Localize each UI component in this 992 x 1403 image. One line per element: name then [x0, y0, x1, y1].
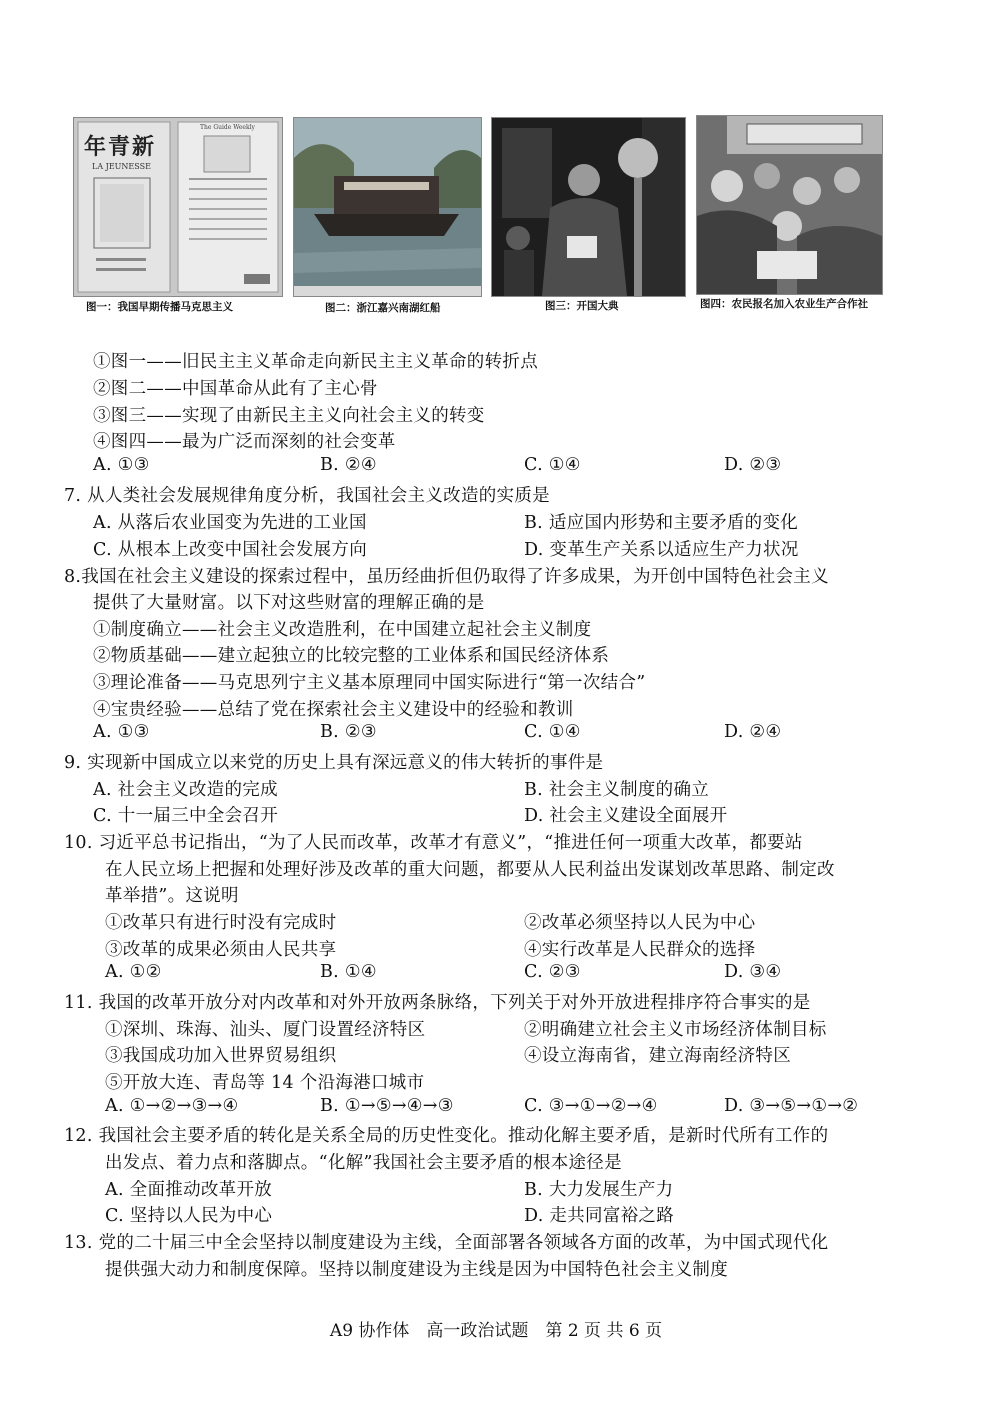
q6-item-3: ③图三——实现了由新民主主义向社会主义的转变 [93, 406, 485, 426]
q8-stem-1: 8.我国在社会主义建设的探索过程中，虽历经曲折但仍取得了许多成果，为开创中国特色社会主义 [64, 567, 829, 587]
q10-option-b: B. ①④ [320, 962, 377, 982]
q8-option-b: B. ②③ [320, 722, 377, 742]
q11-item-2: ②明确建立社会主义市场经济体制目标 [524, 1020, 827, 1040]
q7-option-b: B. 适应国内形势和主要矛盾的变化 [524, 513, 799, 533]
q11-item-3: ③我国成功加入世界贸易组织 [105, 1046, 337, 1066]
magazine-title: 年青新 [84, 134, 157, 160]
q6-option-a: A. ①③ [93, 455, 150, 475]
q10-option-c: C. ②③ [524, 962, 581, 982]
q11-item-5: ⑤开放大连、青岛等 14 个沿海港口城市 [105, 1073, 425, 1093]
q13-stem-2: 提供强大动力和制度保障。坚持以制度建设为主线是因为中国特色社会主义制度 [105, 1260, 728, 1280]
q10-item-4: ④实行改革是人民群众的选择 [524, 940, 756, 960]
q10-stem-1: 10. 习近平总书记指出，“为了人民而改革，改革才有意义”，“推进任何一项重大改革，都要站 [64, 833, 803, 853]
q12-stem-2: 出发点、着力点和落脚点。“化解”我国社会主要矛盾的根本途径是 [105, 1153, 622, 1173]
q6-item-2: ②图二——中国革命从此有了主心骨 [93, 379, 378, 399]
q7-option-c: C. 从根本上改变中国社会发展方向 [93, 540, 367, 560]
q9-option-a: A. 社会主义改造的完成 [93, 780, 278, 800]
q9-stem: 9. 实现新中国成立以来党的历史上具有深远意义的伟大转折的事件是 [64, 753, 604, 773]
q10-stem-3: 革举措”。这说明 [105, 886, 239, 906]
q10-item-1: ①改革只有进行时没有完成时 [105, 913, 337, 933]
q13-stem-1: 13. 党的二十届三中全会坚持以制度建设为主线，全面部署各领域各方面的改革，为中国式现代化 [64, 1233, 829, 1253]
q11-option-a: A. ①→②→③→④ [105, 1096, 239, 1116]
q8-item-4: ④宝贵经验——总结了党在探索社会主义建设中的经验和教训 [93, 700, 574, 720]
q11-item-1: ①深圳、珠海、汕头、厦门设置经济特区 [105, 1020, 426, 1040]
q8-option-a: A. ①③ [93, 722, 150, 742]
q6-option-c: C. ①④ [524, 455, 581, 475]
q8-item-3: ③理论准备——马克思列宁主义基本原理同中国实际进行“第一次结合” [93, 673, 646, 693]
q10-item-3: ③改革的成果必须由人民共享 [105, 940, 337, 960]
figure-1-caption: 图一：我国早期传播马克思主义 [86, 301, 233, 313]
magazine-latin-title: LA JEUNESSE [92, 162, 151, 171]
q7-stem: 7. 从人类社会发展规律角度分析，我国社会主义改造的实质是 [64, 486, 550, 506]
q11-option-b: B. ①→⑤→④→③ [320, 1096, 454, 1116]
q6-option-d: D. ②③ [724, 455, 782, 475]
q10-stem-2: 在人民立场上把握和处理好涉及改革的重大问题，都要从人民利益出发谋划改革思路、制定改 [105, 860, 835, 880]
q12-stem-1: 12. 我国社会主要矛盾的转化是关系全局的历史性变化。推动化解主要矛盾，是新时代所有工作的 [64, 1126, 829, 1146]
q7-option-a: A. 从落后农业国变为先进的工业国 [93, 513, 367, 533]
q11-stem: 11. 我国的改革开放分对内改革和对外开放两条脉络，下列关于对外开放进程排序符合事实的是 [64, 993, 811, 1013]
q9-option-d: D. 社会主义建设全面展开 [524, 806, 728, 826]
q10-option-d: D. ③④ [724, 962, 782, 982]
q11-option-c: C. ③→①→②→④ [524, 1096, 658, 1116]
q12-option-d: D. 走共同富裕之路 [524, 1206, 675, 1226]
q11-item-4: ④设立海南省，建立海南经济特区 [524, 1046, 791, 1066]
q12-option-c: C. 坚持以人民为中心 [105, 1206, 273, 1226]
figure-3-caption: 图三：开国大典 [545, 300, 619, 312]
q8-option-c: C. ①④ [524, 722, 581, 742]
figure-1-image [73, 117, 283, 297]
figure-2-caption: 图二：浙江嘉兴南湖红船 [325, 302, 441, 314]
red-boat-illustration [294, 118, 481, 296]
q8-item-1: ①制度确立——社会主义改造胜利，在中国建立起社会主义制度 [93, 620, 592, 640]
q10-option-a: A. ①② [105, 962, 162, 982]
farmers-cooperative-illustration [697, 116, 882, 294]
q8-option-d: D. ②④ [724, 722, 782, 742]
q6-item-1: ①图一——旧民主主义革命走向新民主主义革命的转折点 [93, 352, 538, 372]
q12-option-b: B. 大力发展生产力 [524, 1180, 674, 1200]
figure-2-image [293, 117, 482, 297]
q9-option-b: B. 社会主义制度的确立 [524, 780, 710, 800]
founding-ceremony-illustration [492, 118, 685, 296]
weekly-title: The Guide Weekly [200, 124, 255, 131]
q6-option-b: B. ②④ [320, 455, 377, 475]
q7-option-d: D. 变革生产关系以适应生产力状况 [524, 540, 799, 560]
q11-option-d: D. ③→⑤→①→② [724, 1096, 859, 1116]
q8-item-2: ②物质基础——建立起独立的比较完整的工业体系和国民经济体系 [93, 646, 610, 666]
q9-option-c: C. 十一届三中全会召开 [93, 806, 278, 826]
page-footer: A9 协作体 高一政治试题 第 2 页 共 6 页 [329, 1321, 663, 1341]
figure-4-image [696, 115, 883, 295]
q8-stem-2: 提供了大量财富。以下对这些财富的理解正确的是 [93, 593, 485, 613]
figure-3-image [491, 117, 686, 297]
q10-item-2: ②改革必须坚持以人民为中心 [524, 913, 756, 933]
q12-option-a: A. 全面推动改革开放 [105, 1180, 273, 1200]
q6-item-4: ④图四——最为广泛而深刻的社会变革 [93, 432, 396, 452]
figure-4-caption: 图四：农民报名加入农业生产合作社 [700, 298, 868, 310]
